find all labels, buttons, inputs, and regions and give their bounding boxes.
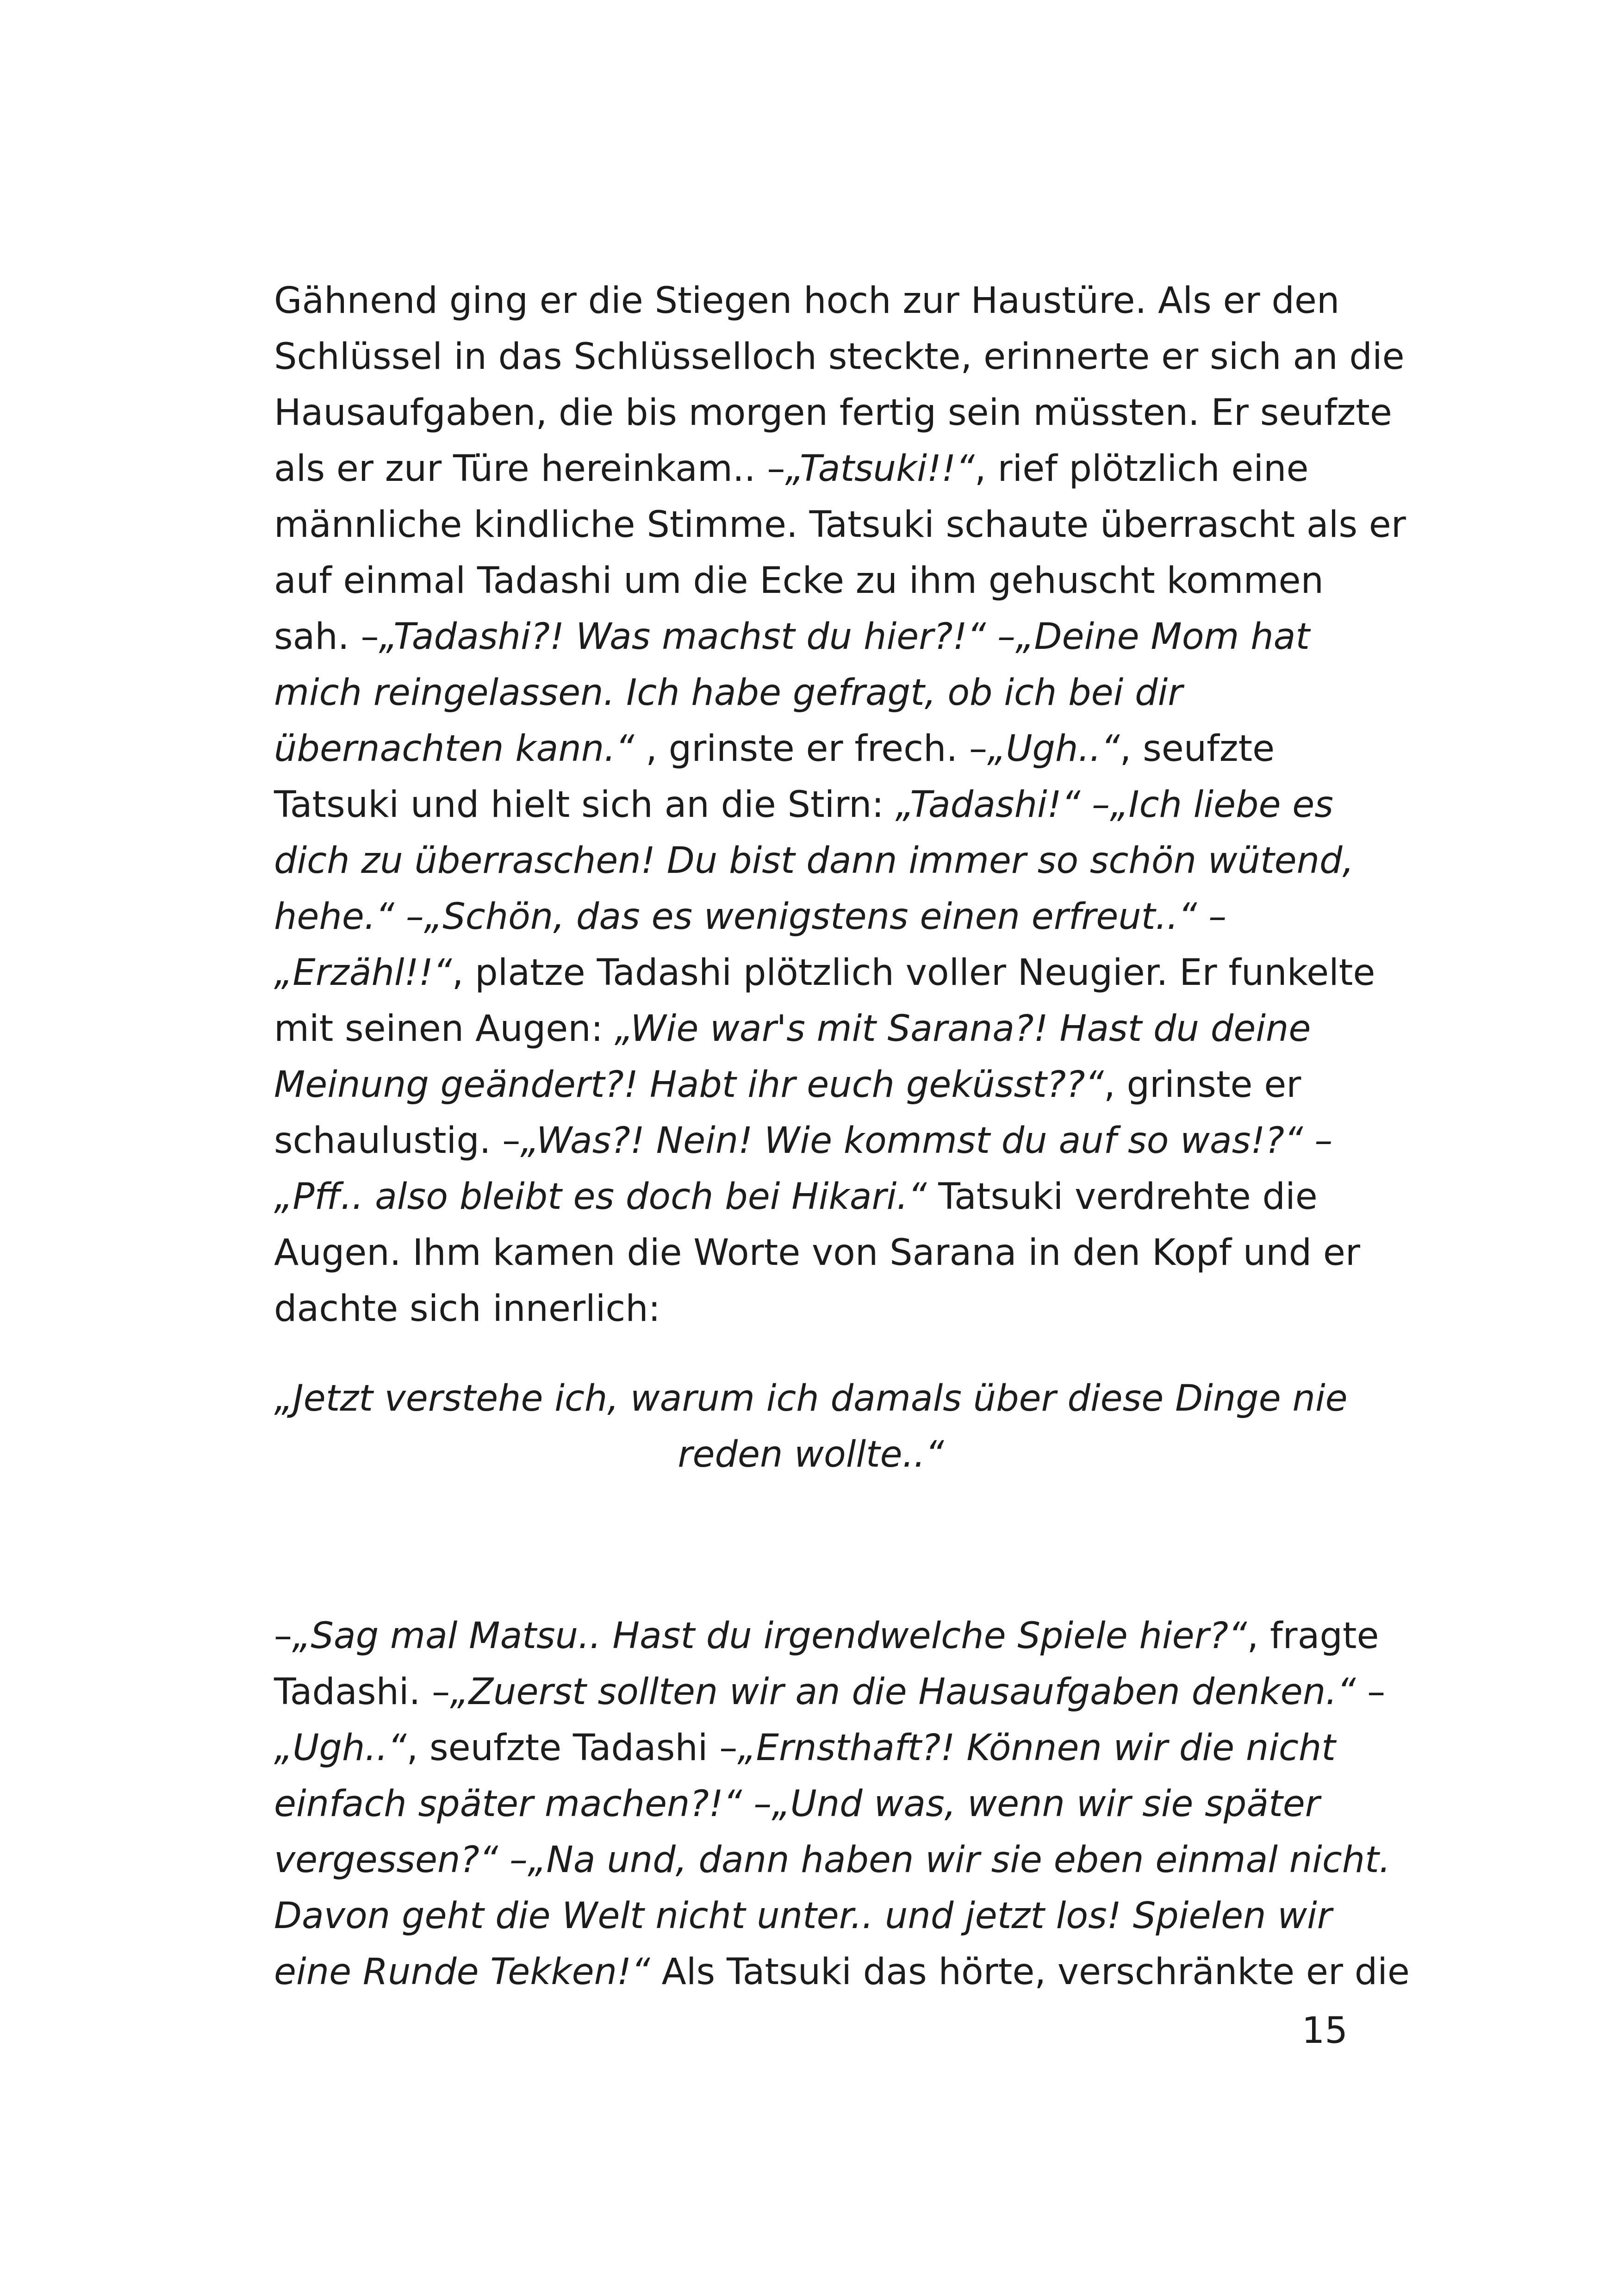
- text-line: [274, 1427, 1348, 1483]
- text-line: [274, 665, 1348, 721]
- text-line: [274, 1001, 1348, 1057]
- text-line: [274, 1169, 1348, 1225]
- text-segment: männliche kindliche Stimme. Tatsuki schaute überrascht als er: [274, 504, 1406, 546]
- text-segment: , grinste er frech. –: [634, 728, 988, 770]
- text-line: [274, 385, 1392, 441]
- italic-text-segment: übernachten kann.“: [274, 728, 635, 770]
- italic-text-segment: einfach später machen?!“ –„Und was, wenn wir sie später: [274, 1783, 1320, 1825]
- paragraph-1: [274, 273, 1406, 1337]
- text-line: [274, 553, 1348, 609]
- italic-text-segment: „Jetzt verstehe ich, warum ich damals über diese Dinge nie: [274, 1378, 1348, 1419]
- text-line: [274, 1776, 1348, 1832]
- italic-text-segment: „Tadashi?! Was machst du hier?!“ –„Deine Mom hat: [379, 616, 1310, 658]
- text-line: [274, 441, 1348, 497]
- text-line: [274, 1371, 1348, 1427]
- text-segment: , fragte: [1247, 1615, 1379, 1657]
- text-line: [274, 329, 1405, 385]
- italic-text-segment: „Wie war's mit Sarana?! Hast du deine: [614, 1008, 1311, 1050]
- italic-text-segment: Meinung geändert?! Habt ihr euch geküsst??“: [274, 1064, 1104, 1106]
- italic-text-segment: „Ernsthaft?! Können wir die nicht: [737, 1727, 1336, 1769]
- text-line: [274, 833, 1354, 889]
- text-segment: Tatsuki und hielt sich an die Stirn:: [274, 784, 896, 826]
- italic-text-segment: „Ugh..“: [274, 1727, 407, 1769]
- text-line: [274, 1225, 1360, 1281]
- italic-text-segment: Davon geht die Welt nicht unter.. und jetzt los! Spielen wir: [274, 1895, 1332, 1937]
- text-segment: Schlüssel in das Schlüsselloch steckte, erinnerte er sich an die: [274, 336, 1405, 378]
- text-line: [274, 273, 1348, 329]
- text-segment: mit seinen Augen:: [274, 1008, 615, 1050]
- text-segment: Tatsuki verdrehte die: [927, 1176, 1318, 1218]
- italic-text-segment: „Ugh..“: [987, 728, 1120, 770]
- text-segment: , grinste er: [1103, 1064, 1301, 1106]
- text-segment: dachte sich innerlich:: [274, 1288, 660, 1330]
- text-line: [274, 1720, 1348, 1776]
- text-line: [274, 1057, 1348, 1113]
- text-line: [274, 1944, 1410, 2000]
- text-segment: als er zur Türe hereinkam.. –: [274, 448, 785, 490]
- italic-text-segment: „Was?! Nein! Wie kommst du auf so was!?“ –: [520, 1120, 1333, 1162]
- text-line: [274, 1113, 1348, 1169]
- text-line: [274, 1281, 1348, 1337]
- text-segment: , rief plötzlich eine: [974, 448, 1309, 490]
- text-line: [274, 1888, 1348, 1944]
- text-line: [274, 497, 1406, 553]
- italic-text-segment: „Tadashi!“ –„Ich liebe es: [895, 784, 1333, 826]
- italic-text-segment: „Pff.. also bleibt es doch bei Hikari.“: [274, 1176, 927, 1218]
- text-segment: , seufzte Tadashi –: [406, 1727, 738, 1769]
- text-segment: Hausaufgaben, die bis morgen fertig sein müssten. Er seufzte: [274, 392, 1392, 434]
- text-line: [274, 1608, 1379, 1664]
- text-line: [274, 609, 1348, 665]
- italic-text-segment: „Sag mal Matsu.. Hast du irgendwelche Spiele hier?“: [292, 1615, 1247, 1657]
- text-line: [274, 1832, 1391, 1888]
- text-line: [274, 777, 1348, 833]
- paragraph-2: [274, 1608, 1410, 2000]
- page-number: 15: [1301, 2010, 1348, 2052]
- text-segment: , seufzte: [1120, 728, 1275, 770]
- text-segment: schaulustig. –: [274, 1120, 521, 1162]
- italic-text-segment: dich zu überraschen! Du bist dann immer so schön wütend,: [274, 840, 1354, 882]
- italic-text-segment: „Zuerst sollten wir an die Hausaufgaben denken.“: [450, 1671, 1356, 1713]
- text-segment: –: [274, 1615, 292, 1657]
- text-segment: auf einmal Tadashi um die Ecke zu ihm gehuscht kommen: [274, 560, 1324, 602]
- text-segment: sah. –: [274, 616, 379, 658]
- italic-text-segment: reden wollte..“: [678, 1434, 944, 1475]
- text-segment: Tadashi. –: [274, 1671, 450, 1713]
- centered-quote: [274, 1371, 1348, 1483]
- text-segment: Gähnend ging er die Stiegen hoch zur Haustüre. Als er den: [274, 280, 1340, 322]
- italic-text-segment: eine Runde Tekken!“: [274, 1951, 650, 1993]
- italic-text-segment: „Erzähl!!“: [274, 952, 452, 994]
- text-line: [274, 945, 1375, 1001]
- italic-text-segment: „Tatsuki!!“: [785, 448, 975, 490]
- text-line: [274, 889, 1348, 945]
- text-segment: , platze Tadashi plötzlich voller Neugier. Er funkelte: [452, 952, 1375, 994]
- text-segment: Als Tatsuki das hörte, verschränkte er die: [650, 1951, 1410, 1993]
- text-line: [274, 721, 1348, 777]
- text-segment: –: [1356, 1671, 1386, 1713]
- italic-text-segment: hehe.“ –„Schön, das es wenigstens einen erfreut..“ –: [274, 896, 1227, 938]
- text-line: [274, 1664, 1386, 1720]
- italic-text-segment: mich reingelassen. Ich habe gefragt, ob ich bei dir: [274, 672, 1183, 714]
- text-segment: Augen. Ihm kamen die Worte von Sarana in den Kopf und er: [274, 1232, 1360, 1274]
- italic-text-segment: vergessen?“ –„Na und, dann haben wir sie eben einmal nicht.: [274, 1839, 1391, 1881]
